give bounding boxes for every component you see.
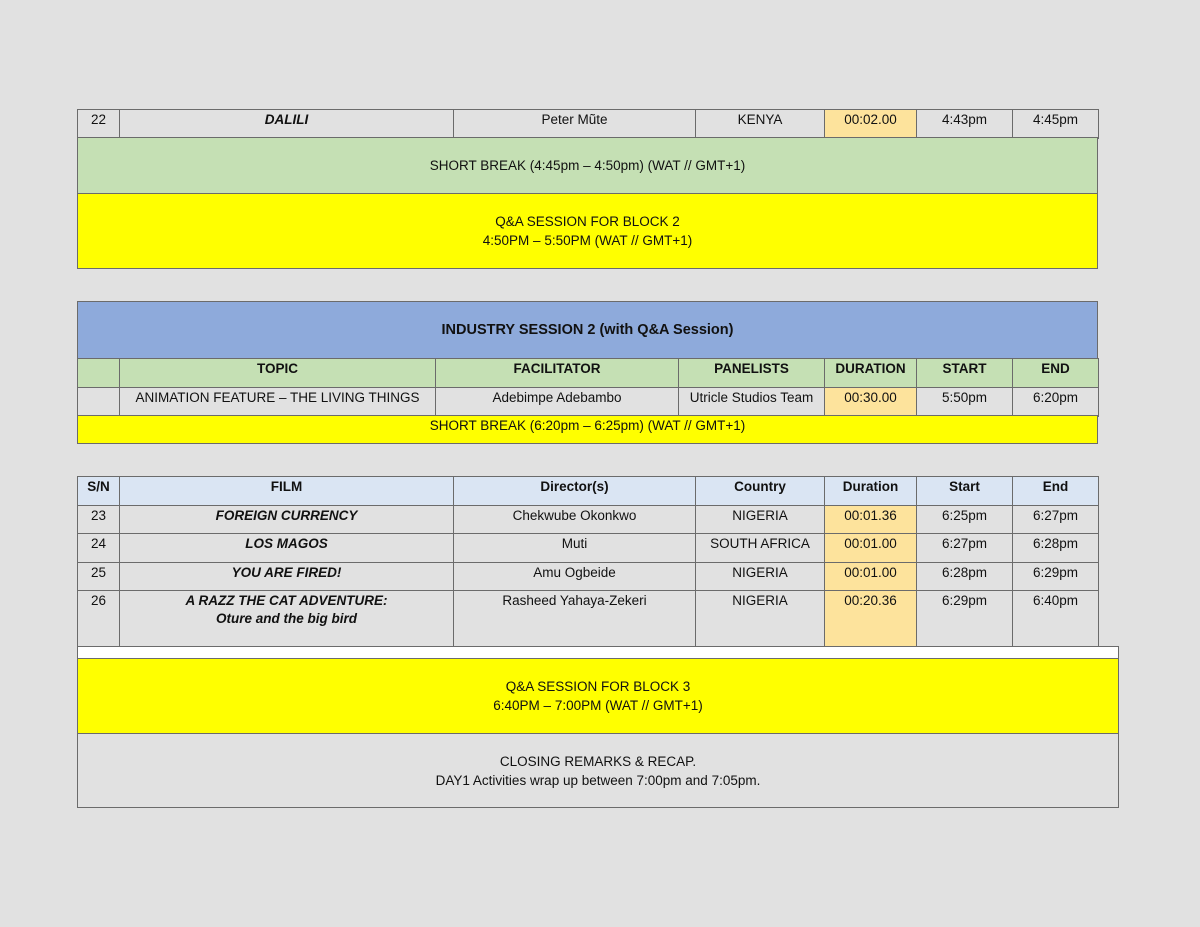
film-cell: DALILI [120,110,454,139]
header-directors: Director(s) [454,477,696,506]
table-row [78,591,1099,648]
qa-session-block2-banner [77,193,1098,269]
duration-cell: 00:30.00 [825,388,917,417]
duration-cell: 00:01.36 [825,506,917,534]
header-end: End [1013,477,1099,506]
short-break-banner-block2 [77,137,1098,194]
start-cell: 6:28pm [917,563,1013,591]
header-start: START [917,359,1013,388]
duration-cell: 00:01.00 [825,563,917,591]
start-cell: 6:27pm [917,534,1013,563]
blank-cell [78,388,120,417]
block3-table [77,476,1099,648]
film-cell: YOU ARE FIRED! [120,563,454,591]
qa-title: Q&A SESSION FOR BLOCK 3 [505,679,691,694]
industry-header-row [78,359,1099,388]
duration-cell: 00:20.36 [825,591,917,648]
header-country: Country [696,477,825,506]
film-cell: FOREIGN CURRENCY [120,506,454,534]
block2-row-table [77,109,1099,139]
header-film: FILM [120,477,454,506]
qa-session-block3-banner [77,658,1119,734]
end-cell: 6:29pm [1013,563,1099,591]
header-facilitator: FACILITATOR [436,359,679,388]
film-title-line2: Oture and the big bird [216,611,357,626]
country-cell: KENYA [696,110,825,139]
sn-cell: 25 [78,563,120,591]
header-duration: DURATION [825,359,917,388]
start-cell: 4:43pm [917,110,1013,139]
industry-session-table [77,358,1099,417]
duration-cell: 00:01.00 [825,534,917,563]
industry-session-title-banner [77,301,1098,359]
country-cell: NIGERIA [696,591,825,648]
short-break-text: SHORT BREAK (6:20pm – 6:25pm) (WAT // GMT+1) [429,418,746,433]
qa-time: 6:40PM – 7:00PM (WAT // GMT+1) [493,698,703,713]
sn-cell: 22 [78,110,120,139]
closing-text: DAY1 Activities wrap up between 7:00pm and 7:05pm. [435,772,761,788]
country-cell: NIGERIA [696,506,825,534]
country-cell: NIGERIA [696,563,825,591]
facilitator-cell: Adebimpe Adebambo [436,388,679,417]
table-row [78,110,1099,139]
header-duration: Duration [825,477,917,506]
table-row [78,563,1099,591]
table-row [78,506,1099,534]
country-cell: SOUTH AFRICA [696,534,825,563]
sn-cell: 24 [78,534,120,563]
director-cell: Chekwube Okonkwo [454,506,696,534]
duration-cell: 00:02.00 [825,110,917,139]
end-cell: 6:28pm [1013,534,1099,563]
sn-cell: 26 [78,591,120,648]
director-cell: Rasheed Yahaya-Zekeri [454,591,696,648]
film-cell [120,591,454,648]
short-break-banner-industry [77,415,1098,444]
table-row [78,388,1099,417]
qa-time: 4:50PM – 5:50PM (WAT // GMT+1) [482,233,693,248]
film-title-line1: A RAZZ THE CAT ADVENTURE: [185,593,388,608]
director-cell: Muti [454,534,696,563]
start-cell: 6:29pm [917,591,1013,648]
header-end: END [1013,359,1099,388]
short-break-text: SHORT BREAK (4:45pm – 4:50pm) (WAT // GMT+1) [429,158,746,173]
header-sn: S/N [78,477,120,506]
film-cell: LOS MAGOS [120,534,454,563]
start-cell: 6:25pm [917,506,1013,534]
qa-title: Q&A SESSION FOR BLOCK 2 [495,214,680,229]
header-topic: TOPIC [120,359,436,388]
topic-cell: ANIMATION FEATURE – THE LIVING THINGS [120,388,436,417]
end-cell: 6:40pm [1013,591,1099,648]
closing-title: CLOSING REMARKS & RECAP. [499,753,697,769]
end-cell: 6:20pm [1013,388,1099,417]
closing-remarks-banner [77,733,1119,808]
industry-session-title: INDUSTRY SESSION 2 (with Q&A Session) [441,321,734,338]
end-cell: 6:27pm [1013,506,1099,534]
end-cell: 4:45pm [1013,110,1099,139]
block3-header-row [78,477,1099,506]
director-cell: Peter Mũte [454,110,696,139]
header-blank [78,359,120,388]
director-cell: Amu Ogbeide [454,563,696,591]
sn-cell: 23 [78,506,120,534]
table-row [78,534,1099,563]
header-panelists: PANELISTS [679,359,825,388]
panelists-cell: Utricle Studios Team [679,388,825,417]
header-start: Start [917,477,1013,506]
start-cell: 5:50pm [917,388,1013,417]
